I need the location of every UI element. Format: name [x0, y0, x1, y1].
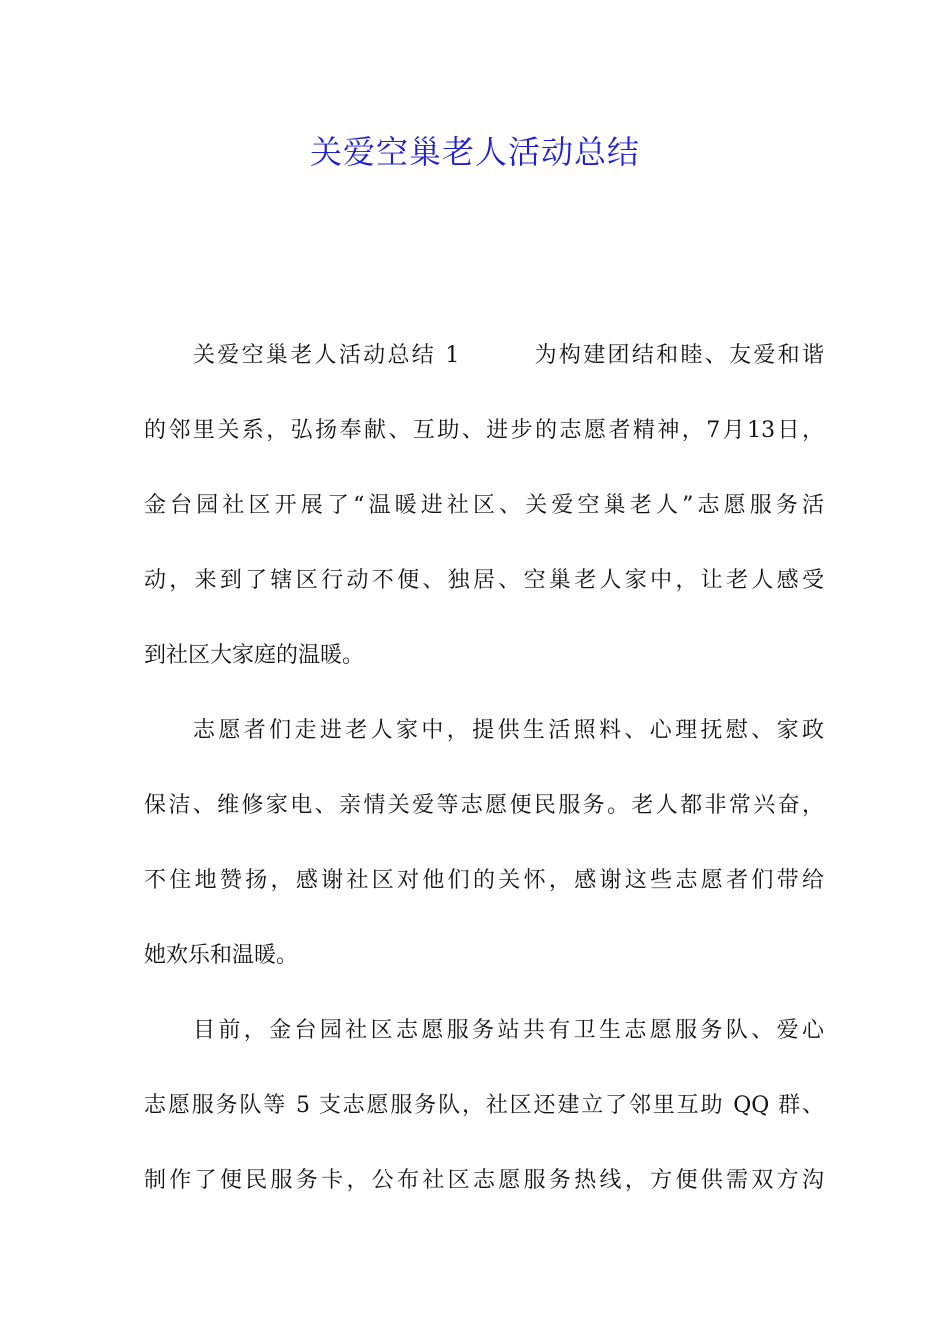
- paragraph-1-line-2: 的邻里关系，弘扬奉献、互助、进步的志愿者精神，7月13日，: [144, 418, 824, 443]
- paragraph-3-line-1: 目前，金台园社区志愿服务站共有卫生志愿服务队、爱心: [193, 1018, 824, 1043]
- paragraph-1-line-5: 到社区大家庭的温暖。: [144, 643, 365, 668]
- paragraph-1-line-4: 动，来到了辖区行动不便、独居、空巢老人家中，让老人感受: [144, 568, 824, 593]
- paragraph-1-line-3: 金台园社区开展了“温暖进社区、关爱空巢老人”志愿服务活: [144, 493, 824, 518]
- document-title: 关爱空巢老人活动总结: [309, 133, 640, 171]
- paragraph-3-line-2: 志愿服务队等 5 支志愿服务队，社区还建立了邻里互助 QQ 群、: [144, 1093, 824, 1118]
- paragraph-2-line-2: 保洁、维修家电、亲情关爱等志愿便民服务。老人都非常兴奋，: [144, 793, 824, 818]
- paragraph-1-line-1: 关爱空巢老人活动总结 1 为构建团结和睦、友爱和谐: [193, 343, 824, 368]
- paragraph-2-line-3: 不住地赞扬，感谢社区对他们的关怀，感谢这些志愿者们带给: [144, 868, 824, 893]
- paragraph-3-line-3: 制作了便民服务卡，公布社区志愿服务热线，方便供需双方沟: [144, 1168, 824, 1193]
- paragraph-2-line-4: 她欢乐和温暖。: [144, 943, 299, 968]
- paragraph-2-line-1: 志愿者们走进老人家中，提供生活照料、心理抚慰、家政: [193, 718, 824, 743]
